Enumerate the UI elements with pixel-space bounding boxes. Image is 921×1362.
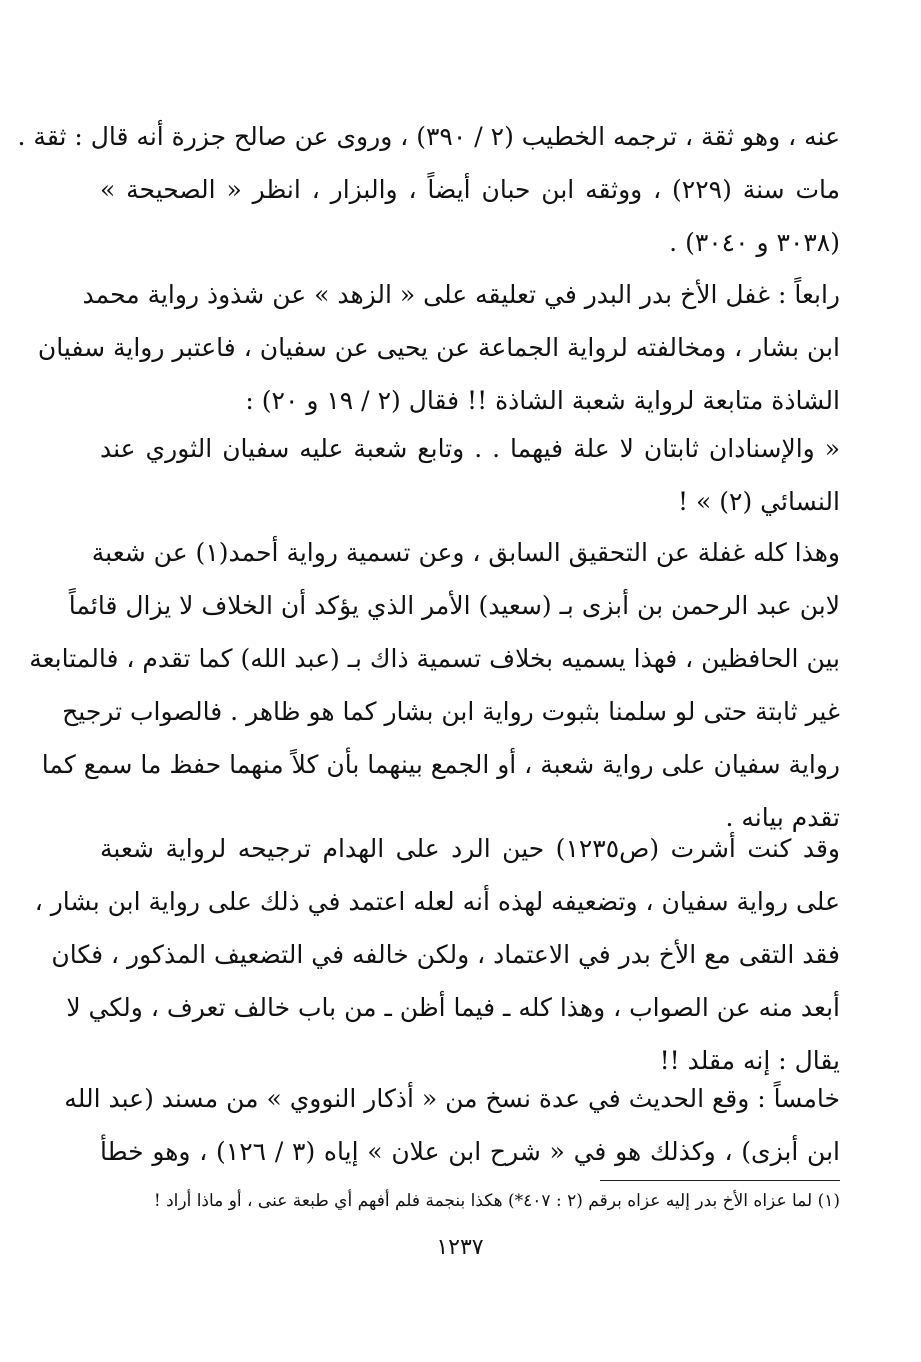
paragraph-5 [34,822,840,1087]
text-line: يقال : إنه مقلد !! [659,1046,840,1075]
text-line: لابن عبد الرحمن بن أبزى بـ (سعيد) الأمر الذي يؤكد أن الخلاف لا يزال قائماً [68,591,840,620]
text-line: وقد كنت أشرت (ص١٢٣٥) حين الرد على الهدام ترجيحه لرواية شعبة [100,834,840,863]
text-line: أبعد منه عن الصواب ، وهذا كله ـ فيما أظن ـ من باب خالف تعرف ، ولكي لا [66,993,840,1022]
paragraph-3-quote [100,422,840,528]
paragraph-1 [17,110,840,269]
text-line: رابعاً : غفل الأخ بدر البدر في تعليقه على « الزهد » عن شذوذ رواية محمد [82,280,840,309]
text-line: عنه ، وهو ثقة ، ترجمه الخطيب (٢ / ٣٩٠) ، وروى عن صالح جزرة أنه قال : ثقة . [17,122,840,151]
text-line: غير ثابتة حتى لو سلمنا بثبوت رواية ابن بشار كما هو ظاهر . فالصواب ترجيح [62,697,840,726]
footnote: (١) لما عزاه الأخ بدر إليه عزاه برقم (٢ : ٤٠٧*) هكذا بنجمة فلم أفهم أي طبعة عنى ، أو ماذا أراد ! [153,1191,840,1211]
paragraph-2 [37,268,840,427]
text-line: (٣٠٣٨ و ٣٠٤٠) . [669,228,840,257]
paragraph-6 [64,1072,840,1178]
text-line: ابن أبزى) ، وكذلك هو في « شرح ابن علان » إياه (٣ / ١٢٦) ، وهو خطأ [100,1137,840,1166]
text-line: بين الحافظين ، فهذا يسميه بخلاف تسمية ذاك بـ (عبد الله) كما تقدم ، فالمتابعة [29,644,840,673]
text-line: الشاذة متابعة لرواية شعبة الشاذة !! فقال (٢ / ١٩ و ٢٠) : [245,386,840,415]
paragraph-4 [29,526,840,844]
text-line: على رواية سفيان ، وتضعيفه لهذه أنه لعله اعتمد في ذلك على رواية ابن بشار ، [34,887,840,916]
text-line: رواية سفيان على رواية شعبة ، أو الجمع بينهما بأن كلاً منهما حفظ ما سمع كما [41,750,840,779]
text-line: « والإسنادان ثابتان لا علة فيهما . . وتابع شعبة عليه سفيان الثوري عند [100,434,840,463]
footnote-separator [600,1180,840,1181]
text-line: تقدم بيانه . [725,803,840,832]
text-line: النسائي (٢) » ! [678,487,840,516]
text-line: وهذا كله غفلة عن التحقيق السابق ، وعن تسمية رواية أحمد(١) عن شعبة [91,538,840,567]
text-line: فقد التقى مع الأخ بدر في الاعتماد ، ولكن خالفه في التضعيف المذكور ، فكان [51,940,840,969]
page-number: ١٢٣٧ [436,1235,484,1260]
text-line: ابن بشار ، ومخالفته لرواية الجماعة عن يحيى عن سفيان ، فاعتبر رواية سفيان [37,333,840,362]
text-line: خامساً : وقع الحديث في عدة نسخ من « أذكار النووي » من مسند (عبد الله [64,1084,840,1113]
text-line: مات سنة (٢٢٩) ، ووثقه ابن حبان أيضاً ، والبزار ، انظر « الصحيحة » [100,175,840,204]
